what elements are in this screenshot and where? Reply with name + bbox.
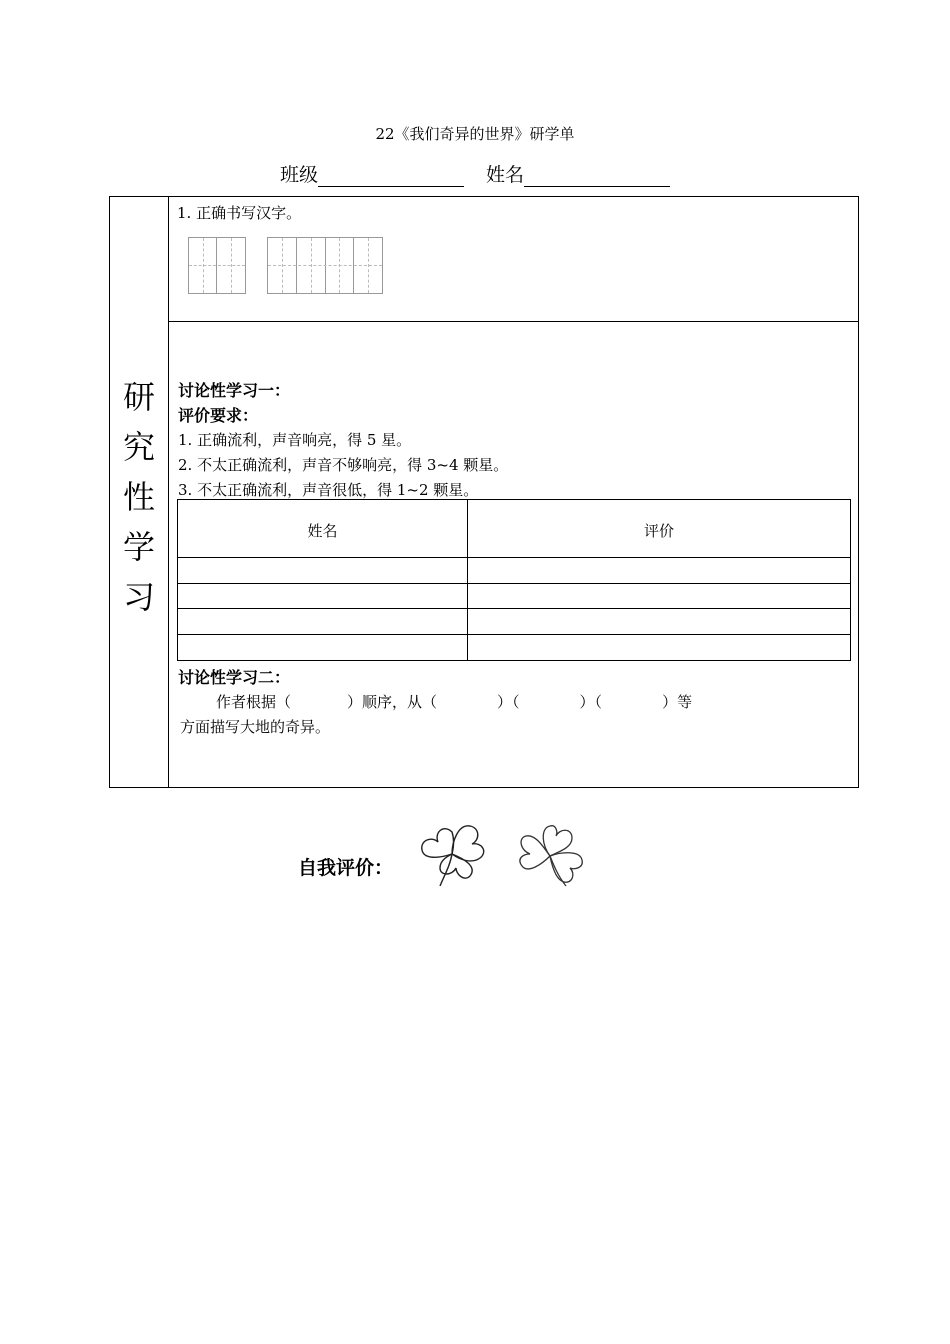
grid-guide [231,238,232,293]
paragraph-text: ）（ [579,693,603,711]
class-blank[interactable] [318,164,464,187]
evaluation-table [177,499,851,661]
discussion-two-heading: 讨论性学习二： [178,668,291,687]
fill-in-paragraph [180,690,848,740]
side-char: 性 [122,478,155,516]
writing-task: 1. 正确书写汉字。 [177,204,302,222]
writing-grid-1[interactable] [188,237,246,294]
side-label [110,372,168,622]
page-title: 22《我们奇异的世界》研学单 [375,125,575,143]
table-header-evaluation: 评价 [643,522,674,540]
paragraph-text: ）等 [662,693,693,711]
writing-grid-2[interactable] [267,237,383,294]
grid-guide [368,238,369,293]
paragraph-text: 作者根据（ [216,693,292,711]
paragraph-text: ）顺序，从（ [347,693,438,711]
grid-guide [339,238,340,293]
side-char: 究 [122,428,155,466]
side-char: 研 [122,378,155,416]
grid-guide [203,238,204,293]
grid-guide [282,238,283,293]
criteria-item: 2. 不太正确流利，声音不够响亮，得 3~4 颗星。 [178,456,509,474]
side-char: 学 [122,528,155,566]
class-label: 班级 [279,164,318,186]
name-label: 姓名 [486,164,525,186]
discussion-one-heading: 讨论性学习一： [178,381,291,400]
grid-guide [311,238,312,293]
self-evaluation-label: 自我评价： [298,857,394,879]
paragraph-text: ）（ [497,693,520,711]
clover-icon[interactable] [512,818,588,894]
paragraph-text: 方面描写大地的奇异。 [180,718,331,736]
student-info [0,160,950,187]
criteria-item: 1. 正确流利，声音响亮，得 5 星。 [178,431,412,449]
name-blank[interactable] [524,164,670,187]
side-char: 习 [122,578,155,616]
criteria-item: 3. 不太正确流利，声音很低，得 1~2 颗星。 [178,481,479,499]
column-divider [168,196,169,788]
row-divider [168,321,859,322]
clover-icon[interactable] [418,818,490,892]
table-header-name: 姓名 [307,522,338,540]
criteria-heading: 评价要求： [178,406,259,425]
